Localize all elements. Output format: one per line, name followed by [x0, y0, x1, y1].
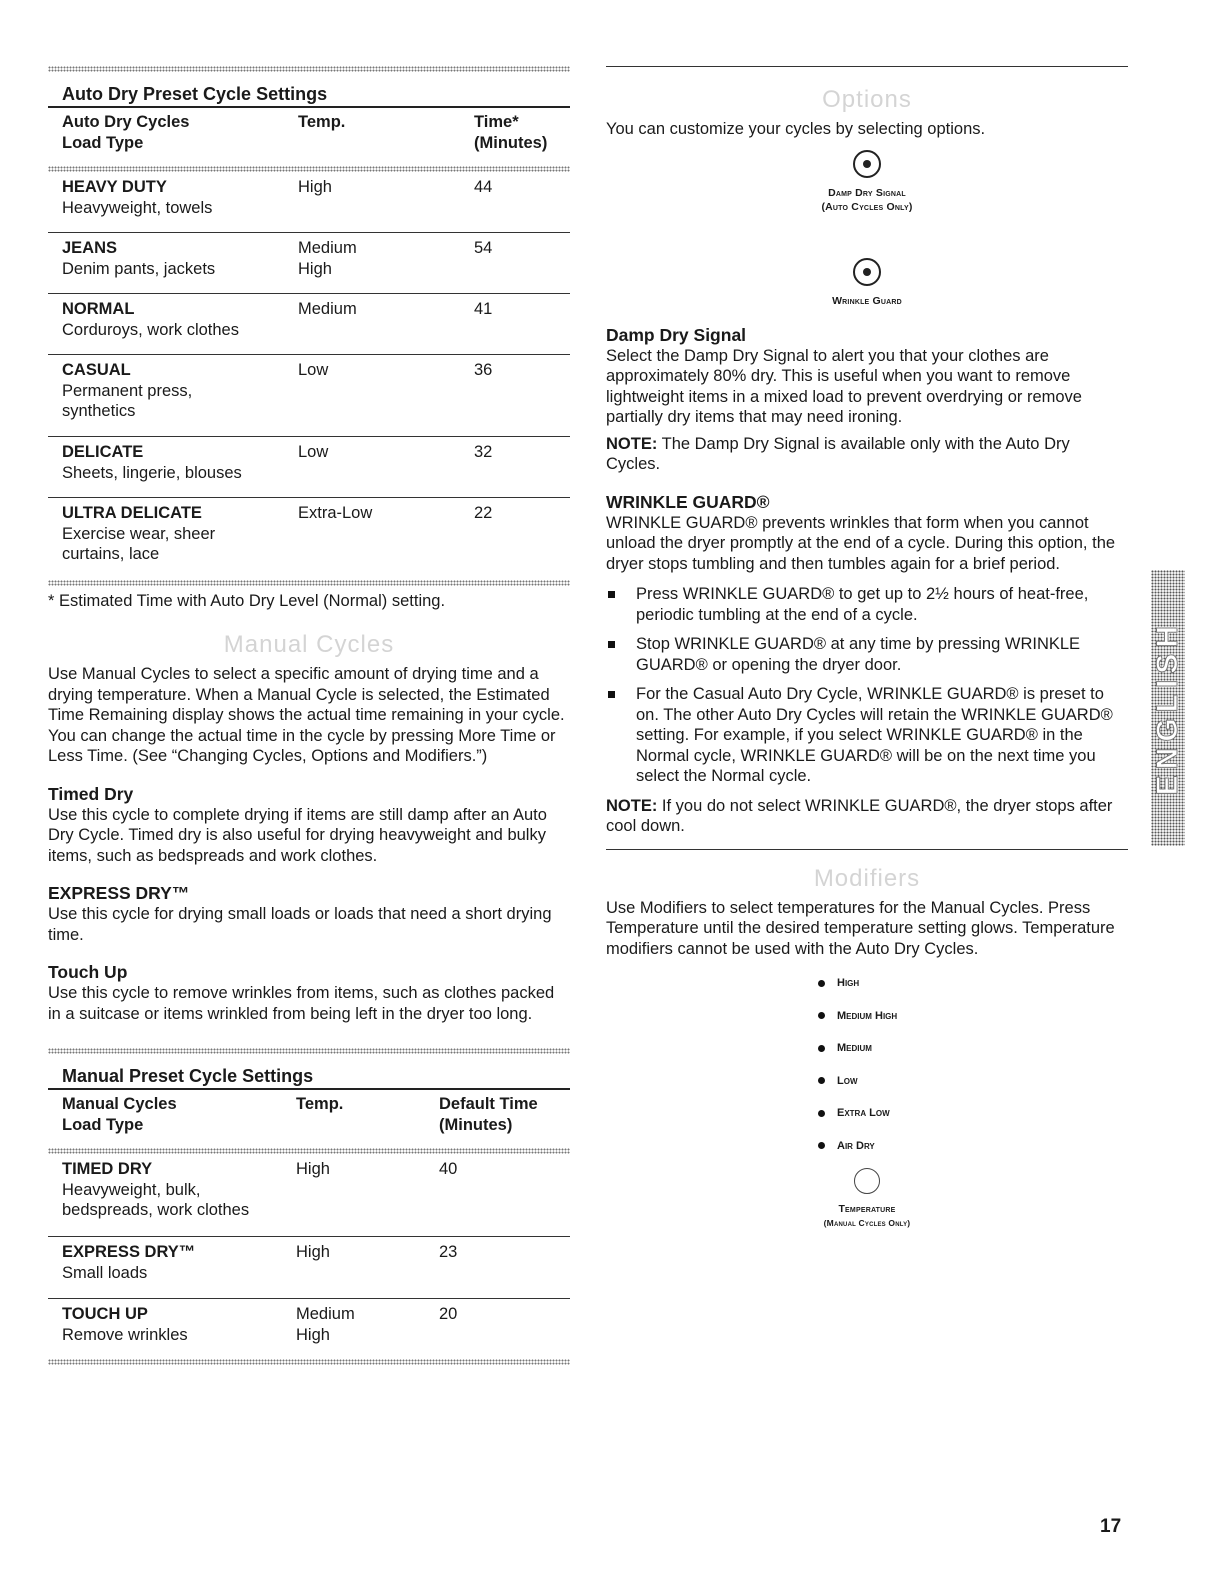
load-type: synthetics [62, 402, 136, 420]
header-cycles: Manual Cycles [62, 1095, 177, 1113]
cycle-name: ULTRA DELICATE [62, 504, 202, 522]
options-heading: Options [822, 86, 912, 113]
temperature-setting [818, 1032, 988, 1065]
temperature-label: Temperature [838, 1203, 896, 1215]
header-minutes: (Minutes) [439, 1116, 513, 1134]
temperature-setting [818, 1130, 988, 1163]
table-row [48, 437, 570, 497]
touch-up-text: Use this cycle to remove wrinkles from items, such as clothes packed in a suitcase or items wrinkled from being left in the dryer too long. [48, 984, 555, 1023]
load-type: bedspreads, work clothes [62, 1201, 250, 1219]
table-row [48, 355, 570, 436]
time-minutes: 36 [474, 361, 493, 379]
manual-table-header [48, 1090, 570, 1148]
temperature: Low [298, 443, 329, 461]
damp-dry-text: Select the Damp Dry Signal to alert you that your clothes are approximately 80% dry. This is useful when you want to remove lightweight items in a mixed load to prevent overdrying or remove partially dry items that may need ironing. [606, 346, 1082, 426]
load-type: Heavyweight, bulk, [62, 1180, 201, 1199]
setting-label: Extra Low [837, 1107, 890, 1120]
load-type: curtains, lace [62, 545, 160, 563]
left-column [48, 66, 570, 1365]
time-minutes: 54 [474, 239, 493, 257]
temperature: Medium [296, 1305, 355, 1323]
table-row [48, 233, 570, 293]
cycle-name: JEANS [62, 239, 118, 257]
manual-intro: Use Manual Cycles to select a specific amount of drying time and a drying temperature. When a Manual Cycle is selected, the Estimated Time Remaining display shows the actual time remaining in your cycle. You can change the actual time in the cycle by pressing More Time or Less Time. (See “Changing Cycles, Options and Modifiers.”) [48, 665, 565, 765]
manual-cycles-heading: Manual Cycles [223, 631, 395, 658]
damp-dry-note [606, 434, 1128, 475]
bullet-text: Press WRINKLE GUARD® to get up to 2½ hours of heat-free, periodic tumbling at the end of a cycle. [636, 585, 1089, 624]
temperature-sublabel: (Manual Cycles Only) [823, 1218, 911, 1228]
square-bullet-icon [608, 691, 615, 698]
table-row [48, 498, 570, 580]
time-minutes: 40 [439, 1160, 458, 1178]
divider [606, 849, 1128, 850]
cycle-name: TOUCH UP [62, 1305, 148, 1323]
note-text: If you do not select WRINKLE GUARD®, the dryer stops after cool down. [606, 796, 1113, 835]
setting-label: Medium High [837, 1009, 898, 1022]
auto-table-header [48, 108, 570, 166]
load-type: Denim pants, jackets [62, 259, 216, 278]
divider [606, 66, 1128, 67]
load-type: Small loads [62, 1263, 148, 1282]
damp-dry-label: Damp Dry Signal [828, 186, 906, 199]
auto-table-footnote: * Estimated Time with Auto Dry Level (Normal) setting. [48, 592, 446, 610]
cycle-name: EXPRESS DRY™ [62, 1243, 196, 1261]
indicator-light-icon [818, 1045, 825, 1052]
wrinkle-guard-bullets [606, 584, 1128, 787]
modifiers-intro: Use Modifiers to select temperatures for the Manual Cycles. Press Temperature until the desired temperature setting glows. Temperature modifiers cannot be used with the Auto Dry Cycles. [606, 898, 1115, 958]
header-load: Load Type [62, 1116, 144, 1134]
table-row [48, 1237, 570, 1298]
damp-dry-heading: Damp Dry Signal [606, 324, 747, 345]
note-text: The Damp Dry Signal is available only with the Auto Dry Cycles. [606, 434, 1070, 473]
time-minutes: 20 [439, 1305, 458, 1323]
temperature: Medium [298, 300, 357, 318]
indicator-light-icon [818, 1077, 825, 1084]
temperature: High [298, 259, 332, 278]
header-minutes: (Minutes) [474, 134, 548, 152]
table-row [48, 1154, 570, 1236]
header-load: Load Type [62, 134, 144, 152]
header-temp: Temp. [298, 113, 346, 131]
temperature: Medium [298, 239, 357, 257]
temperature-settings-list [818, 967, 988, 1162]
load-type: Exercise wear, sheer [62, 524, 216, 543]
temperature-control[interactable] [606, 1168, 1128, 1230]
time-minutes: 22 [474, 504, 493, 522]
table-row [48, 294, 570, 354]
damp-dry-signal-control[interactable] [606, 150, 1128, 214]
temperature-setting [818, 967, 988, 1000]
indicator-light-icon [818, 980, 825, 987]
express-dry-heading: EXPRESS DRY™ [48, 883, 190, 903]
temperature: High [296, 1160, 330, 1178]
temperature-setting [818, 1065, 988, 1098]
temperature: High [296, 1243, 330, 1261]
table-row [48, 1299, 570, 1359]
damp-dry-button-icon[interactable] [853, 150, 881, 178]
temperature: High [296, 1325, 330, 1344]
load-type: Corduroys, work clothes [62, 320, 239, 339]
wrinkle-guard-label: Wrinkle Guard [832, 294, 902, 307]
header-time: Time* [474, 113, 519, 131]
bullet-text: For the Casual Auto Dry Cycle, WRINKLE GUARD® is preset to on. The other Auto Dry Cycles will retain the WRINKLE GUARD® setting. For example, if you select WRINKLE GUARD® in the Normal cycle, WRINKLE GUARD® will be on the next time you select the Normal cycle. [636, 685, 1113, 785]
header-cycles: Auto Dry Cycles [62, 113, 190, 131]
damp-dry-sublabel: (Auto Cycles Only) [821, 200, 913, 213]
temperature: High [298, 178, 332, 196]
header-time: Default Time [439, 1095, 538, 1113]
manual-table-body [48, 1154, 570, 1359]
load-type: Remove wrinkles [62, 1325, 188, 1344]
time-minutes: 32 [474, 443, 493, 461]
load-type: Sheets, lingerie, blouses [62, 463, 242, 482]
list-item [606, 584, 1128, 625]
list-item [606, 634, 1128, 675]
wrinkle-guard-text: WRINKLE GUARD® prevents wrinkles that form when you cannot unload the dryer promptly at the end of a cycle. During this option, the dryer stops tumbling and then tumbles again for a brief period. [606, 513, 1116, 573]
setting-label: Medium [837, 1042, 872, 1055]
setting-label: High [837, 977, 860, 990]
square-bullet-icon [608, 641, 615, 648]
cycle-name: NORMAL [62, 300, 135, 318]
cycle-name: CASUAL [62, 361, 131, 379]
auto-table-title: Auto Dry Preset Cycle Settings [62, 84, 328, 104]
note-label: NOTE: [606, 796, 658, 815]
manual-table-title: Manual Preset Cycle Settings [62, 1066, 314, 1086]
page-number: 17 [1100, 1516, 1122, 1537]
temperature: Extra-Low [298, 504, 373, 522]
timed-dry-text: Use this cycle to complete drying if items are still damp after an Auto Dry Cycle. Timed dry is also useful for drying heavyweight and bulky items, such as bedspreads and work clothes. [48, 805, 547, 865]
cycle-name: DELICATE [62, 443, 144, 461]
time-minutes: 23 [439, 1243, 458, 1261]
setting-label: Low [837, 1074, 858, 1087]
divider [48, 1359, 570, 1365]
cycle-name: TIMED DRY [62, 1160, 153, 1178]
auto-table-body [48, 172, 570, 580]
wrinkle-guard-note [606, 796, 1128, 837]
load-type: Heavyweight, towels [62, 198, 213, 217]
time-minutes: 41 [474, 300, 493, 318]
wrinkle-guard-heading: WRINKLE GUARD® [606, 491, 770, 512]
indicator-light-icon [818, 1012, 825, 1019]
wrinkle-guard-control[interactable] [606, 258, 1128, 308]
bullet-text: Stop WRINKLE GUARD® at any time by pressing WRINKLE GUARD® or opening the dryer door. [636, 635, 1081, 674]
indicator-light-icon [818, 1110, 825, 1117]
cycle-name: HEAVY DUTY [62, 178, 167, 196]
load-type: Permanent press, [62, 381, 193, 400]
temperature-setting [818, 1000, 988, 1033]
options-intro: You can customize your cycles by selecting options. [606, 120, 986, 138]
temperature: Low [298, 361, 329, 379]
modifiers-heading: Modifiers [813, 864, 921, 892]
square-bullet-icon [608, 591, 615, 598]
express-dry-text: Use this cycle for drying small loads or loads that need a short drying time. [48, 905, 552, 944]
setting-label: Air Dry [837, 1139, 875, 1152]
right-column [606, 66, 1128, 1230]
table-row [48, 172, 570, 232]
list-item [606, 684, 1128, 787]
timed-dry-heading: Timed Dry [48, 783, 134, 804]
indicator-light-icon [818, 1142, 825, 1149]
touch-up-heading: Touch Up [48, 962, 128, 982]
temperature-setting [818, 1097, 988, 1130]
note-label: NOTE: [606, 434, 658, 453]
side-tab-label: ENGLISH [1151, 620, 1184, 796]
language-side-tab [1151, 570, 1185, 846]
wrinkle-guard-button-icon[interactable] [853, 258, 881, 286]
temperature-button-icon[interactable] [854, 1168, 880, 1194]
time-minutes: 44 [474, 178, 493, 196]
header-temp: Temp. [296, 1095, 344, 1113]
